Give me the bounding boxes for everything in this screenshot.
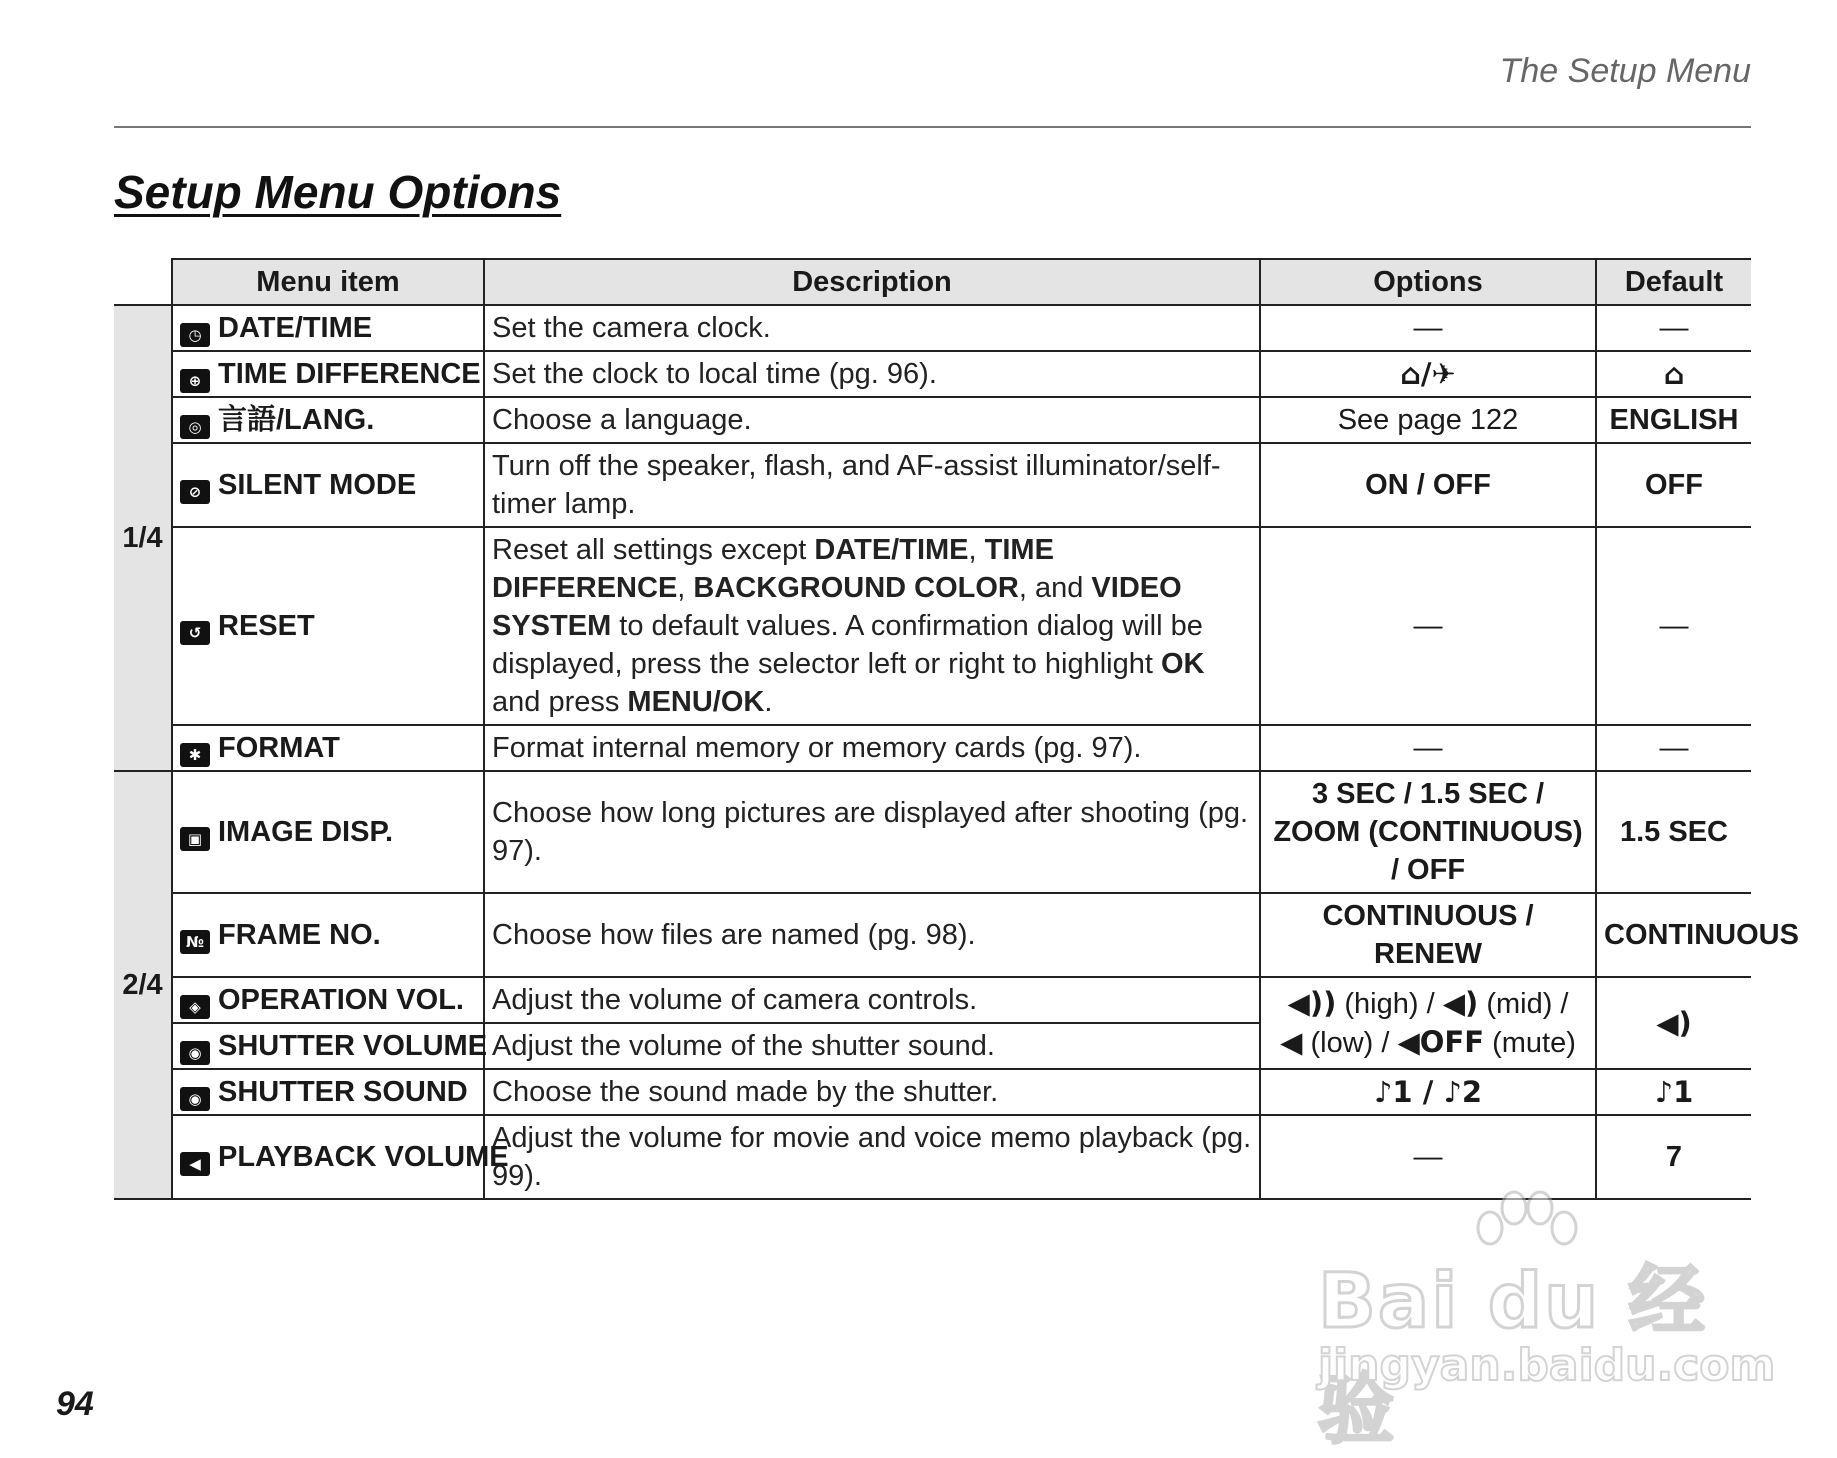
table-row xyxy=(114,893,1751,977)
description-cell: Set the clock to local time (pg. 96). xyxy=(484,351,1260,397)
bold-run: VIDEO SYSTEM xyxy=(492,572,1182,642)
options-cell: — xyxy=(1260,305,1596,351)
header-default: Default xyxy=(1596,259,1751,305)
volume-mute-icon: ◀OFF xyxy=(1397,1025,1485,1059)
menu-item-shutter-sound xyxy=(172,1069,484,1115)
text-run: . xyxy=(764,686,773,718)
options-cell: — xyxy=(1260,725,1596,771)
language-icon: ◎ xyxy=(180,415,210,439)
playback-volume-icon: ◀ xyxy=(180,1152,210,1176)
bold-run: MENU/OK xyxy=(627,686,765,718)
image-display-icon: ▣ xyxy=(180,827,210,851)
volume-mid-icon: ◀) xyxy=(1442,986,1479,1020)
menu-item-reset xyxy=(172,527,484,725)
format-icon: ✱ xyxy=(180,743,210,767)
description-cell: Choose how files are named (pg. 98). xyxy=(484,893,1260,977)
table-header-row xyxy=(114,259,1751,305)
text-run: , xyxy=(968,534,985,566)
bold-run: OK xyxy=(1160,648,1205,680)
baidu-watermark xyxy=(1318,1190,1776,1454)
options-line: ZOOM (CONTINUOUS) / OFF xyxy=(1273,816,1583,886)
menu-item-label: SILENT MODE xyxy=(218,469,417,501)
description-cell: Set the camera clock. xyxy=(484,305,1260,351)
operation-volume-icon: ◈ xyxy=(180,995,210,1019)
shutter-volume-icon: ◉ xyxy=(180,1041,210,1065)
options-cell: ♪1 / ♪2 xyxy=(1260,1069,1596,1115)
menu-item-label: RESET xyxy=(218,610,315,642)
world-clock-icon: ⊕ xyxy=(180,369,210,393)
menu-item-lang xyxy=(172,397,484,443)
options-cell xyxy=(1260,771,1596,893)
option-text: (mute) xyxy=(1484,1027,1576,1059)
section-title: Setup Menu Options xyxy=(114,166,562,218)
menu-item-playback-volume xyxy=(172,1115,509,1199)
menu-item-label: SHUTTER SOUND xyxy=(218,1076,468,1108)
options-cell: — xyxy=(1260,1115,1596,1199)
volume-low-icon: ◀ xyxy=(1280,1025,1303,1059)
menu-item-date-time xyxy=(172,305,484,351)
options-cell: See page 122 xyxy=(1260,397,1596,443)
clock-icon: ◷ xyxy=(180,323,210,347)
setup-menu-options-table xyxy=(114,258,1799,1200)
default-cell: — xyxy=(1596,725,1751,771)
text-run: to default values. A confirmation dialog will be displayed, press the selector left or right to highlight xyxy=(492,610,1203,680)
table-row xyxy=(114,977,1751,1023)
text-run: Reset all settings except xyxy=(492,534,815,566)
description-cell: Turn off the speaker, flash, and AF-assist illuminator/self-timer lamp. xyxy=(484,443,1260,527)
menu-item-image-disp xyxy=(172,771,484,893)
header-corner xyxy=(114,259,172,305)
options-cell: CONTINUOUS / RENEW xyxy=(1260,893,1596,977)
options-cell: ON / OFF xyxy=(1260,443,1596,527)
menu-item-label: DATE/TIME xyxy=(218,312,373,344)
frame-number-icon: № xyxy=(180,930,210,954)
header-options: Options xyxy=(1260,259,1596,305)
text-run: , xyxy=(677,572,694,604)
running-head: The Setup Menu xyxy=(1499,52,1751,90)
default-cell: ◀) xyxy=(1596,977,1751,1069)
table-row xyxy=(114,527,1751,725)
description-cell: Adjust the volume of camera controls. xyxy=(484,977,1260,1023)
menu-item-label: TIME DIFFERENCE xyxy=(218,358,481,390)
watermark-logo: Bai du 经验 xyxy=(1318,1256,1707,1454)
default-cell: ♪1 xyxy=(1596,1069,1751,1115)
option-text: (low) / xyxy=(1302,1027,1398,1059)
menu-item-operation-vol xyxy=(172,977,484,1023)
table-row xyxy=(114,771,1751,893)
shutter-sound-icon: ◉ xyxy=(180,1087,210,1111)
default-cell: 7 xyxy=(1596,1115,1751,1199)
menu-item-label: FRAME NO. xyxy=(218,919,381,951)
volume-options-cell xyxy=(1260,977,1596,1069)
options-line xyxy=(1268,984,1588,1023)
page-label-2: 2/4 xyxy=(114,771,172,1199)
description-cell: Adjust the volume of the shutter sound. xyxy=(484,1023,1260,1069)
table-row xyxy=(114,351,1751,397)
options-line xyxy=(1268,1023,1588,1062)
description-cell: Format internal memory or memory cards (pg. 97). xyxy=(484,725,1260,771)
bold-run: DATE/TIME xyxy=(814,534,969,566)
description-cell: Choose the sound made by the shutter. xyxy=(484,1069,1260,1115)
option-text: (mid) / xyxy=(1478,988,1569,1020)
volume-high-icon: ◀)) xyxy=(1287,986,1337,1020)
default-cell: 1.5 SEC xyxy=(1596,771,1751,893)
bold-run: BACKGROUND COLOR xyxy=(693,572,1019,604)
header-rule xyxy=(114,126,1751,128)
options-cell: — xyxy=(1260,527,1596,725)
default-cell: OFF xyxy=(1596,443,1751,527)
option-text: (high) / xyxy=(1336,988,1443,1020)
menu-item-shutter-volume xyxy=(172,1023,488,1069)
menu-item-label: IMAGE DISP. xyxy=(218,816,394,848)
description-cell: Adjust the volume for movie and voice memo playback (pg. 99). xyxy=(484,1115,1260,1199)
watermark-url: jingyan.baidu.com xyxy=(1318,1340,1776,1391)
menu-item-format xyxy=(172,725,484,771)
table-row xyxy=(114,1115,1751,1199)
reset-icon: ↺ xyxy=(180,621,210,645)
menu-item-label: PLAYBACK VOLUME xyxy=(218,1141,509,1173)
page-number: 94 xyxy=(56,1385,94,1423)
description-cell: Choose how long pictures are displayed after shooting (pg. 97). xyxy=(484,771,1260,893)
text-run: , and xyxy=(1018,572,1092,604)
menu-item-frame-no xyxy=(172,893,484,977)
options-line: 3 SEC / 1.5 SEC / xyxy=(1311,778,1545,810)
header-description: Description xyxy=(484,259,1260,305)
table-row xyxy=(114,397,1751,443)
silent-mode-icon: ⊘ xyxy=(180,480,210,504)
table-row xyxy=(114,725,1751,771)
table-row xyxy=(114,443,1751,527)
table-row xyxy=(114,305,1751,351)
header-menu-item: Menu item xyxy=(172,259,484,305)
description-cell: Choose a language. xyxy=(484,397,1260,443)
default-cell: — xyxy=(1596,527,1751,725)
menu-item-label: OPERATION VOL. xyxy=(218,984,464,1016)
menu-item-label: 言語/LANG. xyxy=(218,404,375,436)
page-label-1: 1/4 xyxy=(114,305,172,771)
default-cell: CONTINUOUS xyxy=(1596,893,1751,977)
bold-run: TIME DIFFERENCE xyxy=(492,534,1054,604)
default-cell: — xyxy=(1596,305,1751,351)
menu-item-label: FORMAT xyxy=(218,732,340,764)
menu-item-silent-mode xyxy=(172,443,484,527)
options-cell: ⌂/✈ xyxy=(1260,351,1596,397)
default-cell: ⌂ xyxy=(1596,351,1751,397)
default-cell: ENGLISH xyxy=(1596,397,1751,443)
menu-item-label: SHUTTER VOLUME xyxy=(218,1030,488,1062)
menu-item-time-difference xyxy=(172,351,484,397)
text-run: and press xyxy=(492,686,628,718)
description-cell xyxy=(484,527,1260,725)
table-row xyxy=(114,1069,1751,1115)
